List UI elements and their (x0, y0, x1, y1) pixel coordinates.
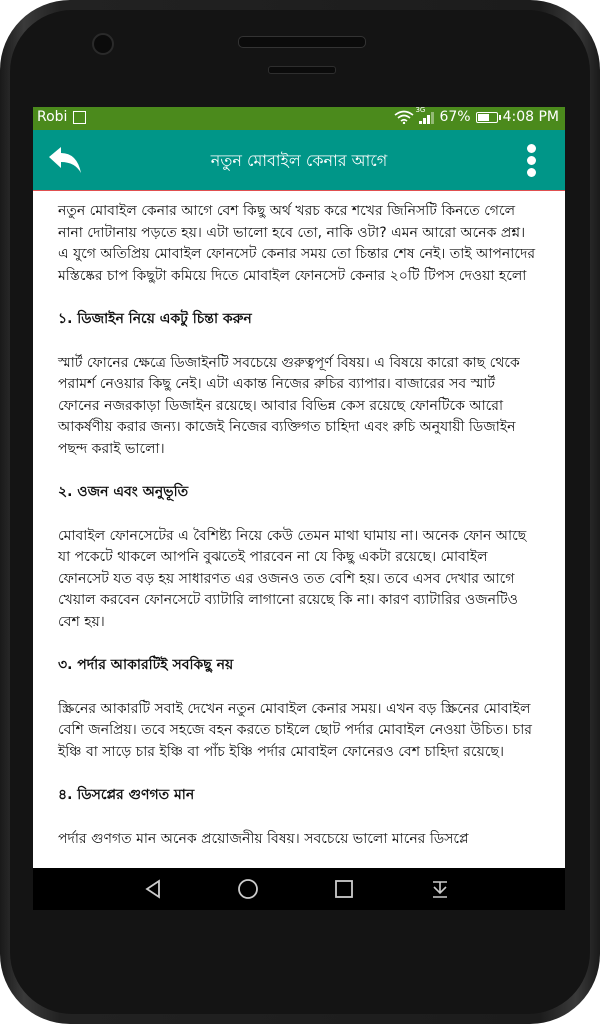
section-heading: ৪. ডিসপ্লের গুণগত মান (58, 787, 195, 803)
section-body: স্ক্রিনের আকারটি সবাই দেখেন নতুন মোবাইল কেনার সময়। এখন বড় স্ক্রিনের মোবাইল বেশি জনপ্রিয়। তবে সহজে বহন করতে চাইলে ছোট পর্দার মোবাইল নেওয়া উচিত। চার ইঞ্চি বা সাড়ে চার ইঞ্চি বা পাঁচ ইঞ্চি পর্দার মোবাইল ফোনেরও বেশ চাহিদা রয়েছে। (58, 700, 533, 760)
battery-icon (476, 112, 498, 123)
back-nav-icon[interactable] (143, 878, 165, 900)
battery-percent: 67% (439, 109, 471, 125)
navigation-bar (33, 868, 565, 910)
carrier-name: Robi (37, 109, 68, 125)
app-bar (33, 130, 565, 191)
wifi-icon (394, 110, 414, 124)
front-camera (92, 33, 114, 55)
home-nav-icon[interactable] (237, 878, 259, 900)
clock: 4:08 PM (502, 109, 559, 125)
earpiece-speaker (238, 36, 366, 48)
page-title: নতুন মোবাইল কেনার আগে (210, 151, 388, 170)
section-body: স্মার্ট ফোনের ক্ষেত্রে ডিজাইনটি সবচেয়ে গুরুত্বপূর্ণ বিষয়। এ বিষয়ে কারো কাছ থেকে পরামর্শ নেওয়ার কিছু নেই। এটা একান্ত নিজের রুচির ব্যাপার। বাজারের সব স্মার্ট ফোনের নজরকাড়া ডিজাইন রয়েছে। আবার বিভিন্ন কেস রয়েছে ফোনটিকে আরো আকর্ষণীয় করার জন্য। কাজেই নিজের ব্যক্তিগত চাহিদা এবং রুচি অনুযায়ী ডিজাইন পছন্দ করাই ভালো। (58, 354, 520, 457)
section-heading: ৩. পর্দার আকারটিই সবকিছু নয় (58, 657, 234, 673)
notification-pulldown-icon[interactable] (429, 878, 451, 900)
section-heading: ১. ডিজাইন নিয়ে একটু চিন্তা করুন (58, 311, 252, 327)
section-body: মোবাইল ফোনসেটের এ বৈশিষ্ট্য নিয়ে কেউ তেমন মাথা ঘামায় না। অনেক ফোন আছে যা পকেটে থাকলে আপনি বুঝতেই পারবেন না যে কিছু একটা রয়েছে। মোবাইল ফোনসেট যত বড় হয় সাধারণত এর ওজনও তত বেশি হয়। তবে এসব দেখার আগে খেয়াল করবেন ফোনসেটে ব্যাটারি লাগানো রয়েছে কি না। কারণ ব্যাটারির ওজনটিও বেশ হয়। (58, 527, 527, 630)
status-bar (33, 107, 565, 130)
network-type: 3G (415, 107, 426, 114)
section-body: পর্দার গুণগত মান অনেক প্রয়োজনীয় বিষয়। সবচেয়ে ভালো মানের ডিসপ্লে (58, 830, 469, 847)
screen (33, 107, 565, 910)
cell-signal-icon (415, 107, 434, 124)
article-content[interactable] (33, 191, 565, 868)
sim-icon (73, 111, 86, 124)
overflow-menu-icon[interactable] (521, 142, 541, 180)
section-heading: ২. ওজন এবং অনুভূতি (58, 484, 189, 500)
proximity-sensor (268, 66, 336, 74)
article-intro: নতুন মোবাইল কেনার আগে বেশ কিছু অর্থ খরচ করে শখের জিনিসটি কিনতে গেলে নানা দোটানায় পড়তে হয়। এটা ভালো হবে তো, নাকি ওটা? এমন আরো অনেক প্রশ্ন। এ যুগে অতিপ্রিয় মোবাইল ফোনসেট কেনার সময় তো চিন্তার শেষ নেই। তাই আপনাদের মস্তিষ্কের চাপ কিছুটা কমিয়ে দিতে মোবাইল ফোনসেট কেনার ২০টি টিপস দেওয়া হলো (58, 203, 536, 284)
recents-nav-icon[interactable] (333, 878, 355, 900)
